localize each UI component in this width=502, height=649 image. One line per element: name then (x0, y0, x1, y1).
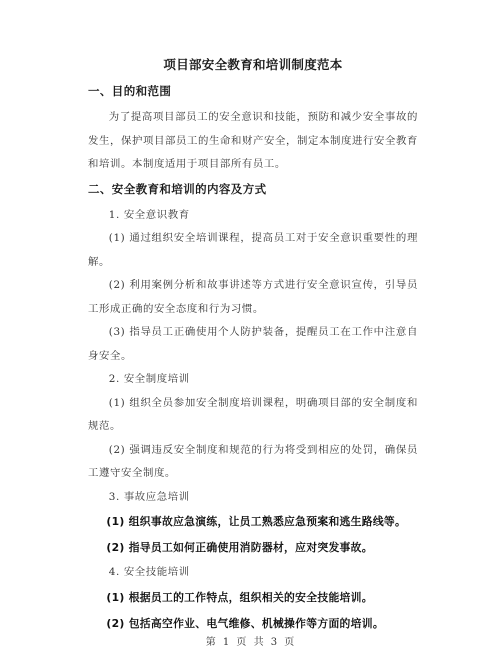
list-item-awareness-2: (2) 利用案例分析和故事讲述等方式进行安全意识宣传，引导员工形成正确的安全态度和行为习惯。 (88, 279, 418, 315)
document-page (88, 55, 418, 637)
subheading-emergency-training: 3. 事故应急培训 (108, 490, 190, 503)
page-number: 第 1 页 共 3 页 (205, 637, 297, 648)
list-item-skills-1: (1) 根据员工的工作特点，组织相关的安全技能培训。 (106, 590, 373, 604)
section-heading-content: 二、安全教育和培训的内容及方式 (88, 181, 267, 196)
document-title: 项目部安全教育和培训制度范本 (163, 57, 343, 72)
list-item-awareness-1: (1) 通过组织安全培训课程，提高员工对于安全意识重要性的理解。 (88, 232, 418, 268)
subheading-awareness: 1. 安全意识教育 (108, 208, 190, 221)
list-item-emergency-1: (1) 组织事故应急演练，让员工熟悉应急预案和逃生路线等。 (106, 515, 407, 528)
subheading-skills-training: 4. 安全技能培训 (108, 566, 190, 578)
paragraph-purpose: 为了提高项目部员工的安全意识和技能，预防和减少安全事故的发生，保护项目部员工的生命和财产安全，制定本制度进行安全教育和培训。本制度适用于项目部所有员工。 (88, 111, 418, 170)
list-item-rules-1: (1) 组织全员参加安全制度培训课程，明确项目部的安全制度和规范。 (88, 396, 418, 432)
section-heading-purpose: 一、目的和范围 (88, 84, 172, 98)
list-item-awareness-3: (3) 指导员工正确使用个人防护装备，提醒员工在工作中注意自身安全。 (88, 326, 418, 362)
list-item-skills-2: (2) 包括高空作业、电气维修、机械操作等方面的培训。 (106, 616, 384, 630)
list-item-emergency-2: (2) 指导员工如何正确使用消防器材，应对突发事故。 (106, 541, 373, 554)
subheading-rules-training: 2. 安全制度培训 (108, 373, 190, 385)
list-item-rules-2: (2) 强调违反安全制度和规范的行为将受到相应的处罚，确保员工遵守安全制度。 (88, 443, 418, 479)
